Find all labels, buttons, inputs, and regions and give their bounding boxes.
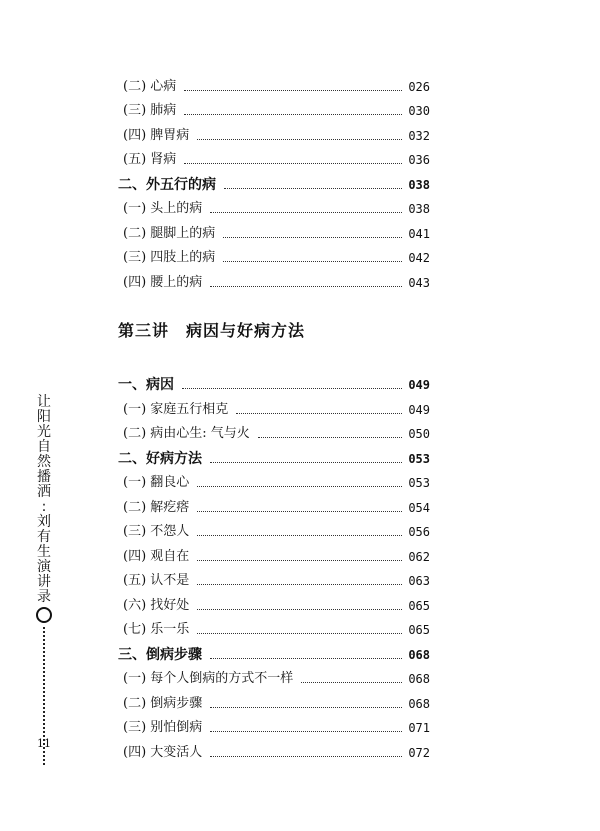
toc-subsection-entry <box>118 95 430 120</box>
toc-subsection-entry <box>118 144 430 169</box>
toc-entry-label: (一) 翻良心 <box>123 475 190 490</box>
toc-subsection-entry <box>118 516 430 541</box>
toc-subsection-entry <box>118 266 430 291</box>
toc-entry-label: 二、外五行的病 <box>118 176 216 193</box>
toc-subsection-entry <box>118 589 430 614</box>
toc-entry-page: 072 <box>408 745 430 760</box>
toc-subsection-entry <box>118 540 430 565</box>
toc-section-entry <box>118 369 430 394</box>
leader-dots <box>210 731 402 732</box>
spine-char: 让 <box>37 394 51 410</box>
leader-dots <box>210 658 402 659</box>
leader-dots <box>184 90 402 91</box>
leader-dots <box>210 756 402 757</box>
toc-entry-page: 068 <box>408 647 430 662</box>
toc-entry-label: (三) 肺病 <box>123 103 177 118</box>
toc-entry-label: (三) 四肢上的病 <box>123 250 216 265</box>
circle-ornament <box>36 607 52 623</box>
toc-entry-label: (四) 大变活人 <box>123 744 203 760</box>
toc-subsection-entry <box>118 393 430 418</box>
toc-entry-page: 036 <box>408 153 430 167</box>
toc-subsection-entry <box>118 217 430 242</box>
spine-char: 演 <box>37 559 51 575</box>
page-number: 11 <box>37 737 51 750</box>
toc-entry-label: (七) 乐一乐 <box>123 622 190 637</box>
toc-entry-page: 071 <box>408 721 430 735</box>
leader-dots <box>224 188 402 189</box>
toc-entry-label: (六) 找好处 <box>123 597 190 613</box>
spine-char: 光 <box>37 424 51 440</box>
toc-entry-label: 二、好病方法 <box>118 450 202 467</box>
spine-char: 阳 <box>37 409 51 425</box>
toc-entry-page: 042 <box>408 251 430 265</box>
toc-entry-page: 049 <box>408 378 430 392</box>
toc-entry-page: 056 <box>408 525 430 539</box>
leader-dots <box>197 486 402 487</box>
toc-subsection-entry <box>118 467 430 492</box>
leader-dots <box>210 462 402 463</box>
lecture-title: 第三讲 病因与好病方法 <box>118 321 306 340</box>
spine-char: 刘 <box>37 514 51 530</box>
toc-entry-label: (三) 不怨人 <box>123 524 190 539</box>
toc-group-2 <box>118 369 430 761</box>
spine-char: 然 <box>37 454 51 470</box>
leader-dots <box>301 682 402 683</box>
toc-subsection-entry <box>118 193 430 218</box>
spine-char: 洒 <box>37 484 51 500</box>
spine-char: : <box>41 499 47 515</box>
toc-entry-label: (二) 心病 <box>123 78 177 94</box>
spine-char: 生 <box>37 544 51 560</box>
toc-entry-page: 041 <box>408 226 430 241</box>
leader-dots <box>258 437 403 438</box>
leader-dots <box>197 633 402 634</box>
toc-entry-page: 043 <box>408 275 430 290</box>
toc-entry-label: (二) 腿脚上的病 <box>123 225 216 241</box>
toc-entry-label: (四) 脾胃病 <box>123 127 190 143</box>
toc-entry-label: (四) 腰上的病 <box>123 274 203 290</box>
spine-char: 播 <box>37 469 51 485</box>
table-of-contents <box>118 70 430 761</box>
toc-subsection-entry <box>118 418 430 443</box>
toc-entry-label: (二) 病由心生: 气与火 <box>123 426 250 441</box>
book-spine-title <box>35 395 53 765</box>
toc-entry-label: 三、倒病步骤 <box>118 646 202 663</box>
leader-dots <box>197 535 402 536</box>
leader-dots <box>184 163 402 164</box>
toc-entry-page: 053 <box>408 451 430 466</box>
toc-entry-label: (五) 肾病 <box>123 152 177 167</box>
toc-subsection-entry <box>118 736 430 761</box>
toc-subsection-entry <box>118 242 430 267</box>
toc-entry-label: (一) 家庭五行相克 <box>123 401 229 417</box>
spine-char: 讲 <box>37 574 51 590</box>
toc-entry-page: 065 <box>408 598 430 613</box>
toc-subsection-entry <box>118 614 430 639</box>
toc-entry-label: (一) 头上的病 <box>123 201 203 216</box>
leader-dots <box>210 286 402 287</box>
toc-entry-page: 050 <box>408 427 430 441</box>
leader-dots <box>210 707 402 708</box>
toc-entry-label: (四) 观自在 <box>123 548 190 564</box>
toc-entry-page: 026 <box>408 79 430 94</box>
toc-entry-page: 065 <box>408 623 430 637</box>
leader-dots <box>182 388 402 389</box>
toc-entry-label: (二) 解疙瘩 <box>123 499 190 515</box>
leader-dots <box>223 237 402 238</box>
toc-entry-page: 053 <box>408 476 430 490</box>
toc-entry-page: 038 <box>408 177 430 192</box>
toc-subsection-entry <box>118 663 430 688</box>
toc-entry-label: 一、病因 <box>118 377 174 393</box>
leader-dots <box>197 584 402 585</box>
spine-char: 自 <box>37 439 51 455</box>
toc-entry-label: (五) 认不是 <box>123 573 190 588</box>
toc-entry-page: 038 <box>408 202 430 216</box>
toc-entry-page: 063 <box>408 574 430 588</box>
toc-entry-page: 062 <box>408 549 430 564</box>
leader-dots <box>184 114 402 115</box>
toc-subsection-entry <box>118 565 430 590</box>
toc-entry-label: (二) 倒病步骤 <box>123 695 203 711</box>
toc-entry-page: 068 <box>408 696 430 711</box>
toc-section-entry <box>118 168 430 193</box>
toc-entry-page: 030 <box>408 104 430 118</box>
toc-section-entry <box>118 442 430 467</box>
toc-entry-label: (三) 别怕倒病 <box>123 720 203 735</box>
leader-dots <box>197 139 402 140</box>
toc-entry-page: 049 <box>408 402 430 417</box>
leader-dots <box>210 212 402 213</box>
leader-dots <box>197 609 402 610</box>
toc-entry-page: 032 <box>408 128 430 143</box>
leader-dots <box>223 261 402 262</box>
toc-entry-page: 054 <box>408 500 430 515</box>
leader-dots <box>236 413 402 414</box>
leader-dots <box>197 560 402 561</box>
spine-char: 录 <box>37 589 51 605</box>
toc-subsection-entry <box>118 491 430 516</box>
toc-entry-label: (一) 每个人倒病的方式不一样 <box>123 671 294 686</box>
spine-char: 有 <box>37 529 51 545</box>
toc-section-entry <box>118 638 430 663</box>
toc-entry-page: 068 <box>408 672 430 686</box>
toc-subsection-entry <box>118 119 430 144</box>
toc-subsection-entry <box>118 712 430 737</box>
toc-subsection-entry <box>118 687 430 712</box>
toc-subsection-entry <box>118 70 430 95</box>
toc-group-1 <box>118 70 430 291</box>
leader-dots <box>197 511 402 512</box>
